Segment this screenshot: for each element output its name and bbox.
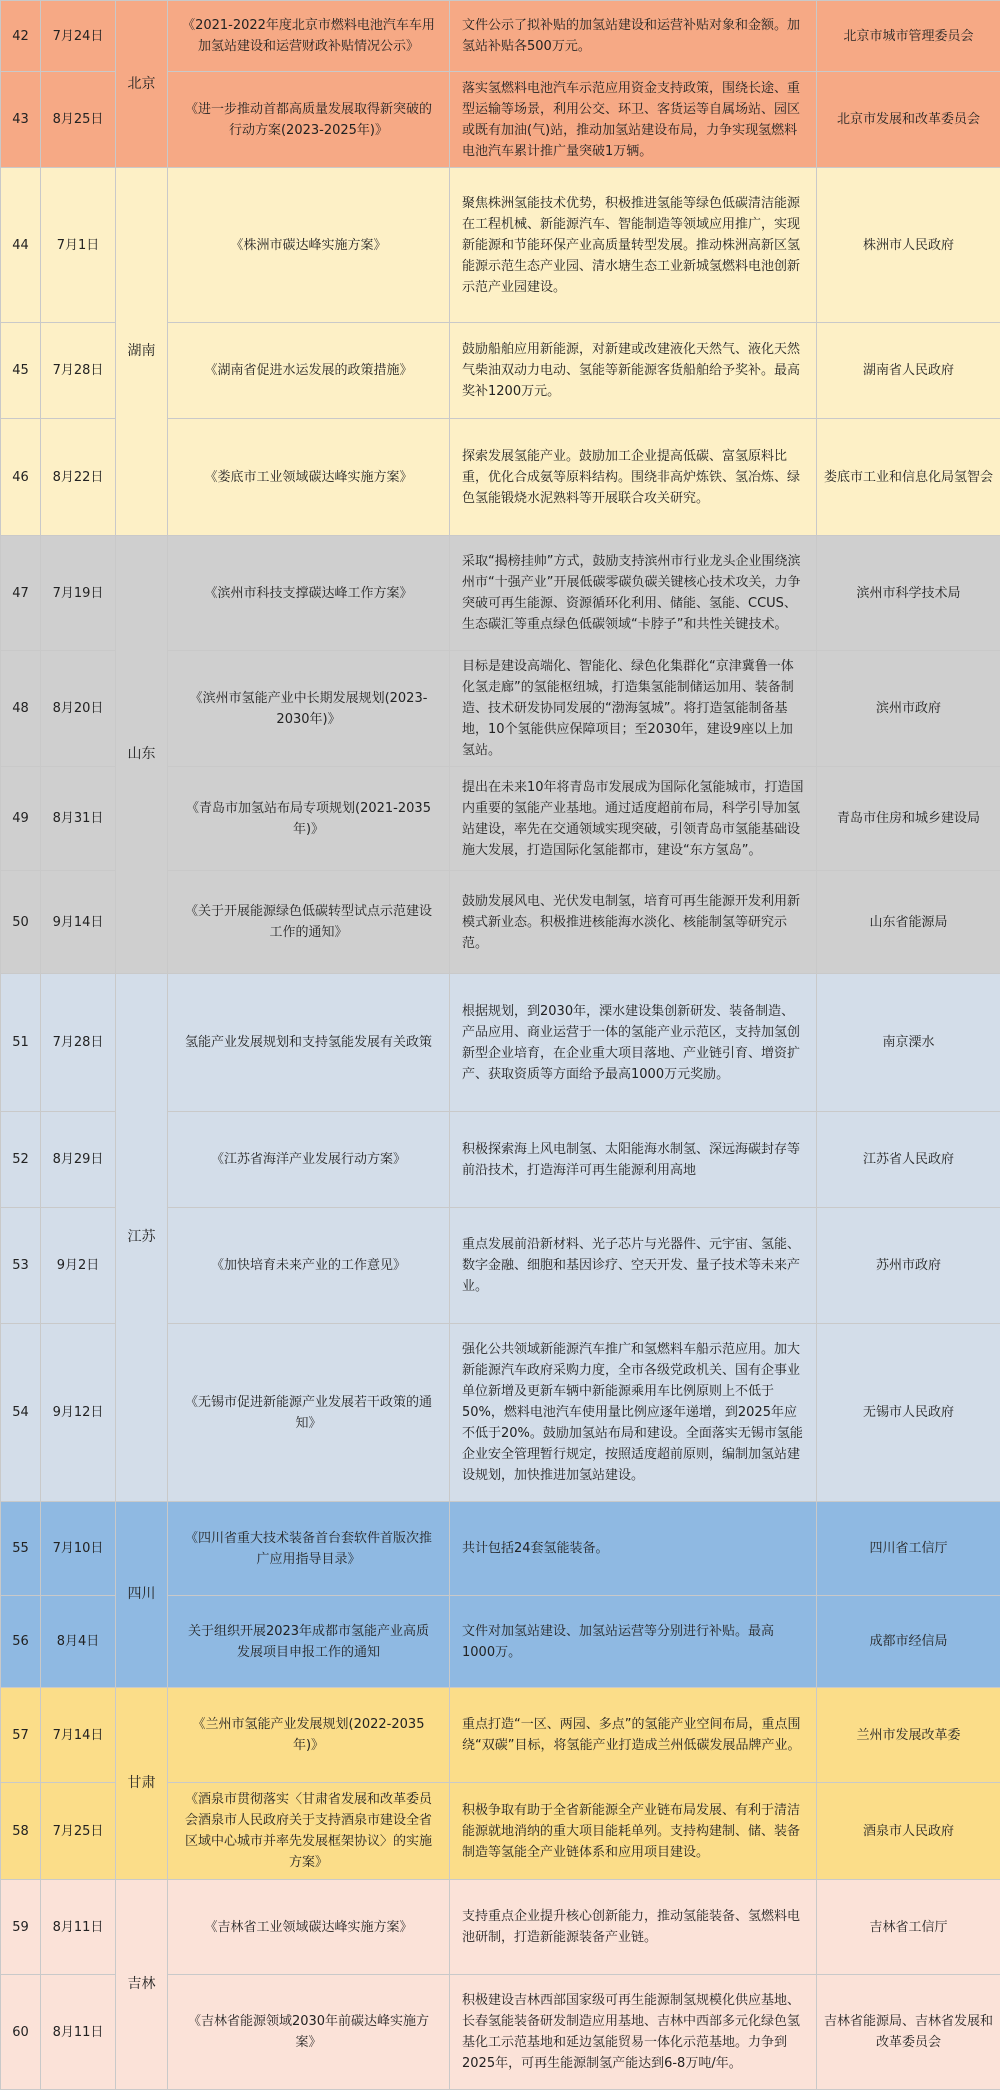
row-number: 57 (1, 1688, 41, 1783)
province-cell: 吉林 (116, 1880, 168, 2090)
policy-content: 鼓励发展风电、光伏发电制氢，培育可再生能源开发利用新模式新业态。积极推进核能海水淡化、核能制氢等研究示范。 (450, 871, 817, 974)
policy-title: 关于组织开展2023年成都市氢能产业高质发展项目申报工作的通知 (168, 1596, 450, 1688)
policy-content: 探索发展氢能产业。鼓励加工企业提高低碳、富氢原料比重，优化合成氨等原料结构。围绕非高炉炼铁、氢冶炼、绿色氢能锻烧水泥熟料等开展联合攻关研究。 (450, 419, 817, 536)
issuing-agency: 青岛市住房和城乡建设局 (817, 767, 1000, 871)
province-cell: 北京 (116, 1, 168, 168)
issuing-agency: 四川省工信厅 (817, 1502, 1000, 1596)
table-row (1, 1880, 1000, 1975)
table-row (1, 1502, 1000, 1596)
policy-title: 《进一步推动首都高质量发展取得新突破的行动方案(2023-2025年)》 (168, 72, 450, 168)
policy-title: 《吉林省能源领域2030年前碳达峰实施方案》 (168, 1975, 450, 2090)
policy-title: 《青岛市加氢站布局专项规划(2021-2035年)》 (168, 767, 450, 871)
row-number: 50 (1, 871, 41, 974)
province-cell: 甘肃 (116, 1688, 168, 1880)
row-date: 9月2日 (41, 1208, 116, 1324)
row-date: 8月29日 (41, 1112, 116, 1208)
row-date: 8月25日 (41, 72, 116, 168)
policy-content: 重点发展前沿新材料、光子芯片与光器件、元宇宙、氢能、数字金融、细胞和基因诊疗、空天开发、量子技术等未来产业。 (450, 1208, 817, 1324)
policy-content: 支持重点企业提升核心创新能力，推动氢能装备、氢燃料电池研制，打造新能源装备产业链。 (450, 1880, 817, 1975)
policy-content: 采取“揭榜挂帅”方式，鼓励支持滨州市行业龙头企业围绕滨州市“十强产业”开展低碳零碳负碳关键核心技术攻关，力争突破可再生能源、资源循环化利用、储能、氢能、CCUS、生态碳汇等重点绿色低碳领域“卡脖子”和共性关键技术。 (450, 536, 817, 651)
row-number: 48 (1, 651, 41, 767)
table-row (1, 1, 1000, 72)
policy-content: 提出在未来10年将青岛市发展成为国际化氢能城市，打造国内重要的氢能产业基地。通过适度超前布局，科学引导加氢站建设，率先在交通领域实现突破，引领青岛市氢能基础设施大发展，打造国际化氢能都市，建设“东方氢岛”。 (450, 767, 817, 871)
policy-title: 《株洲市碳达峰实施方案》 (168, 168, 450, 323)
policy-title: 《无锡市促进新能源产业发展若干政策的通知》 (168, 1324, 450, 1502)
row-number: 49 (1, 767, 41, 871)
policy-content: 积极争取有助于全省新能源全产业链布局发展、有利于清洁能源就地消纳的重大项目能耗单列。支持构建制、储、装备制造等氢能全产业链体系和应用项目建设。 (450, 1783, 817, 1880)
policy-title: 《滨州市科技支撑碳达峰工作方案》 (168, 536, 450, 651)
issuing-agency: 兰州市发展改革委 (817, 1688, 1000, 1783)
row-number: 51 (1, 974, 41, 1112)
policy-title: 氢能产业发展规划和支持氢能发展有关政策 (168, 974, 450, 1112)
row-date: 7月28日 (41, 974, 116, 1112)
row-date: 7月28日 (41, 323, 116, 419)
policy-content: 目标是建设高端化、智能化、绿色化集群化“京津冀鲁一体化氢走廊”的氢能枢纽城，打造集氢能制储运加用、装备制造、技术研发协同发展的“渤海氢城”。将打造氢能制备基地，10个氢能供应保障项目；至2030年，建设9座以上加氢站。 (450, 651, 817, 767)
policy-content: 落实氢燃料电池汽车示范应用资金支持政策，围绕长途、重型运输等场景，利用公交、环卫、客货运等自属场站、园区或既有加油(气)站，推动加氢站建设布局，力争实现氢燃料电池汽车累计推广量突破1万辆。 (450, 72, 817, 168)
issuing-agency: 滨州市科学技术局 (817, 536, 1000, 651)
row-date: 8月11日 (41, 1880, 116, 1975)
policy-title: 《娄底市工业领域碳达峰实施方案》 (168, 419, 450, 536)
policy-title: 《湖南省促进水运发展的政策措施》 (168, 323, 450, 419)
province-cell: 四川 (116, 1502, 168, 1688)
row-number: 55 (1, 1502, 41, 1596)
row-number: 42 (1, 1, 41, 72)
policy-content: 强化公共领域新能源汽车推广和氢燃料车船示范应用。加大新能源汽车政府采购力度，全市各级党政机关、国有企事业单位新增及更新车辆中新能源乘用车比例原则上不低于50%，燃料电池汽车使用量比例应逐年递增，到2025年应不低于20%。鼓励加氢站布局和建设。全面落实无锡市氢能企业安全管理暂行规定，按照适度超前原则，编制加氢站建设规划，加快推进加氢站建设。 (450, 1324, 817, 1502)
policy-title: 《酒泉市贯彻落实〈甘肃省发展和改革委员会酒泉市人民政府关于支持酒泉市建设全省区域中心城市并率先发展框架协议〉的实施方案》 (168, 1783, 450, 1880)
row-date: 8月4日 (41, 1596, 116, 1688)
row-number: 58 (1, 1783, 41, 1880)
row-number: 43 (1, 72, 41, 168)
table-row (1, 168, 1000, 323)
issuing-agency: 株洲市人民政府 (817, 168, 1000, 323)
policy-content: 积极建设吉林西部国家级可再生能源制氢规模化供应基地、长春氢能装备研发制造应用基地、吉林中西部多元化绿色氢基化工示范基地和延边氢能贸易一体化示范基地。力争到2025年，可再生能源制氢产能达到6-8万吨/年。 (450, 1975, 817, 2090)
issuing-agency: 苏州市政府 (817, 1208, 1000, 1324)
row-date: 7月19日 (41, 536, 116, 651)
row-date: 9月14日 (41, 871, 116, 974)
issuing-agency: 南京溧水 (817, 974, 1000, 1112)
table-row (1, 1688, 1000, 1783)
policy-title: 《加快培育未来产业的工作意见》 (168, 1208, 450, 1324)
policy-title: 《滨州市氢能产业中长期发展规划(2023-2030年)》 (168, 651, 450, 767)
issuing-agency: 成都市经信局 (817, 1596, 1000, 1688)
row-date: 7月24日 (41, 1, 116, 72)
row-number: 54 (1, 1324, 41, 1502)
policy-content: 积极探索海上风电制氢、太阳能海水制氢、深远海碳封存等前沿技术，打造海洋可再生能源利用高地 (450, 1112, 817, 1208)
row-number: 56 (1, 1596, 41, 1688)
policy-content: 根据规划，到2030年，溧水建设集创新研发、装备制造、产品应用、商业运营于一体的氢能产业示范区，支持加氢创新型企业培育，在企业重大项目落地、产业链引育、增资扩产、获取资质等方面给予最高1000万元奖励。 (450, 974, 817, 1112)
row-date: 7月1日 (41, 168, 116, 323)
row-number: 45 (1, 323, 41, 419)
policy-content: 聚焦株洲氢能技术优势，积极推进氢能等绿色低碳清洁能源在工程机械、新能源汽车、智能制造等领域应用推广，实现新能源和节能环保产业高质量转型发展。推动株洲高新区氢能源示范生态产业园、清水塘生态工业新城氢燃料电池创新示范产业园建设。 (450, 168, 817, 323)
issuing-agency: 湖南省人民政府 (817, 323, 1000, 419)
issuing-agency: 酒泉市人民政府 (817, 1783, 1000, 1880)
row-number: 47 (1, 536, 41, 651)
policy-title: 《关于开展能源绿色低碳转型试点示范建设工作的通知》 (168, 871, 450, 974)
row-number: 53 (1, 1208, 41, 1324)
row-date: 8月31日 (41, 767, 116, 871)
policy-title: 《四川省重大技术装备首台套软件首版次推广应用指导目录》 (168, 1502, 450, 1596)
province-cell: 湖南 (116, 168, 168, 536)
row-date: 7月14日 (41, 1688, 116, 1783)
policy-content: 文件对加氢站建设、加氢站运营等分别进行补贴。最高1000万。 (450, 1596, 817, 1688)
issuing-agency: 吉林省工信厅 (817, 1880, 1000, 1975)
row-number: 59 (1, 1880, 41, 1975)
row-number: 44 (1, 168, 41, 323)
policy-title: 《2021-2022年度北京市燃料电池汽车车用加氢站建设和运营财政补贴情况公示》 (168, 1, 450, 72)
row-date: 8月11日 (41, 1975, 116, 2090)
row-number: 52 (1, 1112, 41, 1208)
row-date: 7月25日 (41, 1783, 116, 1880)
issuing-agency: 吉林省能源局、吉林省发展和改革委员会 (817, 1975, 1000, 2090)
row-number: 60 (1, 1975, 41, 2090)
policy-content: 重点打造“一区、两园、多点”的氢能产业空间布局，重点围绕“双碳”目标，将氢能产业打造成兰州低碳发展品牌产业。 (450, 1688, 817, 1783)
row-date: 8月22日 (41, 419, 116, 536)
issuing-agency: 山东省能源局 (817, 871, 1000, 974)
policy-title: 《江苏省海洋产业发展行动方案》 (168, 1112, 450, 1208)
policy-title: 《吉林省工业领域碳达峰实施方案》 (168, 1880, 450, 1975)
issuing-agency: 北京市城市管理委员会 (817, 1, 1000, 72)
policy-title: 《兰州市氢能产业发展规划(2022-2035年)》 (168, 1688, 450, 1783)
issuing-agency: 北京市发展和改革委员会 (817, 72, 1000, 168)
policy-content: 文件公示了拟补贴的加氢站建设和运营补贴对象和金额。加氢站补贴各500万元。 (450, 1, 817, 72)
row-date: 8月20日 (41, 651, 116, 767)
province-cell: 山东 (116, 536, 168, 974)
issuing-agency: 无锡市人民政府 (817, 1324, 1000, 1502)
policy-content: 鼓励船舶应用新能源，对新建或改建液化天然气、液化天然气柴油双动力电动、氢能等新能源客货船舶给予奖补。最高奖补1200万元。 (450, 323, 817, 419)
row-date: 7月10日 (41, 1502, 116, 1596)
issuing-agency: 娄底市工业和信息化局氢智会 (817, 419, 1000, 536)
table-row (1, 536, 1000, 651)
row-date: 9月12日 (41, 1324, 116, 1502)
row-number: 46 (1, 419, 41, 536)
table-row (1, 974, 1000, 1112)
policy-content: 共计包括24套氢能装备。 (450, 1502, 817, 1596)
province-cell: 江苏 (116, 974, 168, 1502)
issuing-agency: 滨州市政府 (817, 651, 1000, 767)
issuing-agency: 江苏省人民政府 (817, 1112, 1000, 1208)
